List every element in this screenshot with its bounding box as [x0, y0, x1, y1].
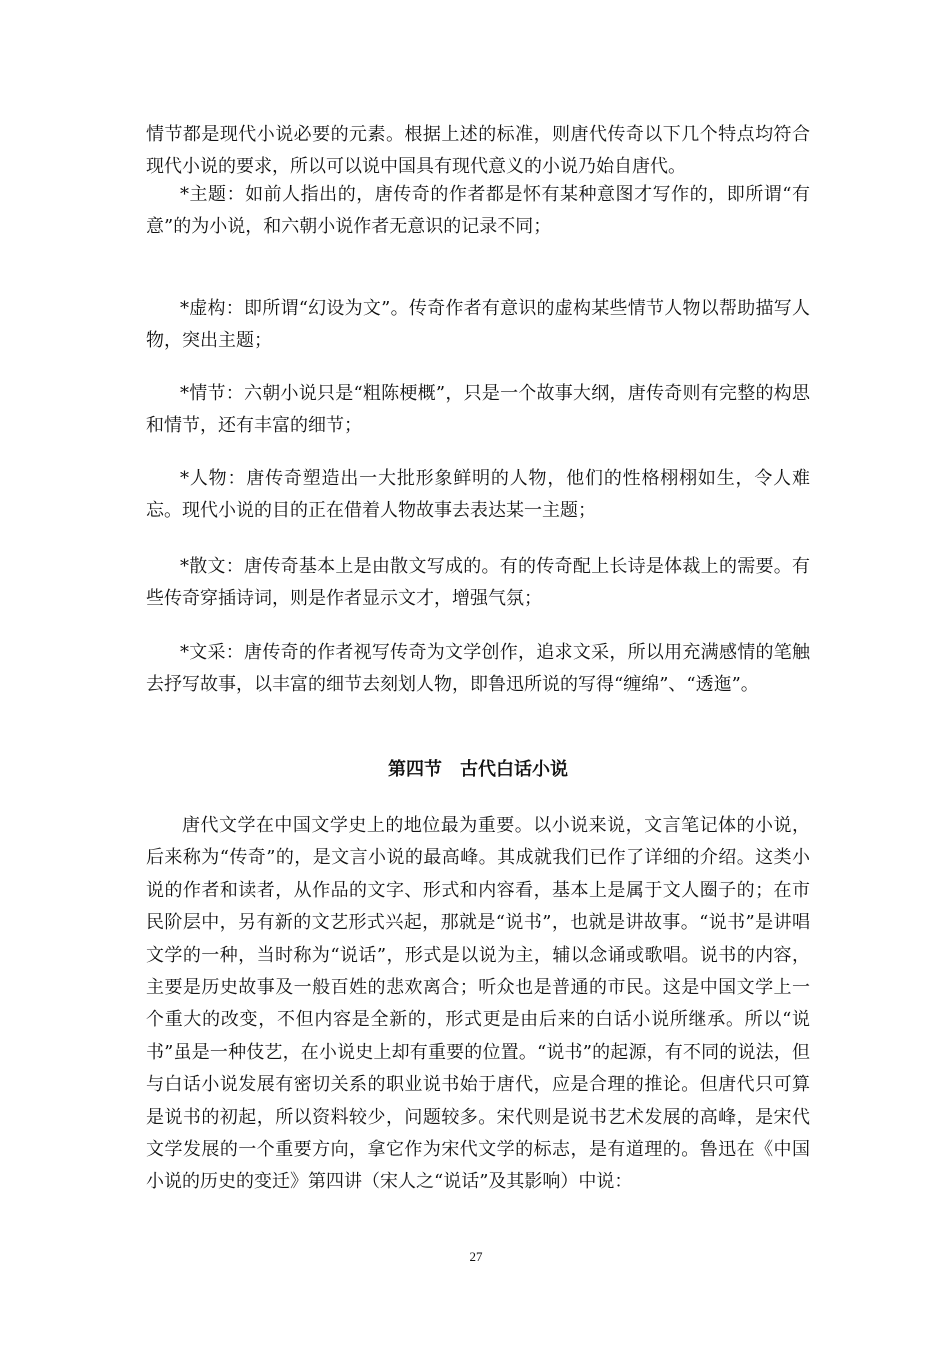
character-point-paragraph: *人物：唐传奇塑造出一大批形象鲜明的人物，他们的性格栩栩如生，令人难忘。现代小说的目的正在借着人物故事去表达某一主题； — [146, 468, 810, 521]
intro-paragraph: 情节都是现代小说必要的元素。根据上述的标准，则唐代传奇以下几个特点均符合现代小说的要求，所以可以说中国具有现代意义的小说乃始自唐代。 — [146, 124, 810, 177]
plot-point-paragraph: *情节：六朝小说只是“粗陈梗概”，只是一个故事大纲，唐传奇则有完整的构思和情节，还有丰富的细节； — [146, 383, 810, 436]
section-heading: 第四节 古代白话小说 — [388, 759, 568, 780]
fiction-point-paragraph: *虚构：即所谓“幻设为文”。传奇作者有意识的虚构某些情节人物以帮助描写人物，突出主题； — [146, 298, 810, 351]
prose-point-paragraph: *散文：唐传奇基本上是由散文写成的。有的传奇配上长诗是体裁上的需要。有些传奇穿插诗词，则是作者显示文才，增强气氛； — [146, 556, 810, 609]
style-point-paragraph: *文采：唐传奇的作者视写传奇为文学创作，追求文采，所以用充满感情的笔触去抒写故事，以丰富的细节去刻划人物，即鲁迅所说的写得“缠绵”、“透迤”。 — [146, 642, 810, 695]
page-number: 27 — [469, 1249, 483, 1264]
main-body-paragraph: 唐代文学在中国文学史上的地位最为重要。以小说来说，文言笔记体的小说，后来称为“传奇”的，是文言小说的最高峰。其成就我们已作了详细的介绍。这类小说的作者和读者，从作品的文字、形式和内容看，基本上是属于文人圈子的；在市民阶层中，另有新的文艺形式兴起，那就是“说书”，也就是讲故事。“说书”是讲唱文学的一种，当时称为“说话”，形式是以说为主，辅以念诵或歌唱。说书的内容，主要是历史故事及一般百姓的悲欢离合；听众也是普通的市民。这是中国文学上一个重大的改变，不但内容是全新的，形式更是由后来的白话小说所继承。所以“说书”虽是一种伎艺，在小说史上却有重要的位置。“说书”的起源，有不同的说法，但与白话小说发展有密切关系的职业说书始于唐代，应是合理的推论。但唐代只可算是说书的初起，所以资料较少，问题较多。宋代则是说书艺术发展的高峰，是宋代文学发展的一个重要方向，拿它作为宋代文学的标志，是有道理的。鲁迅在《中国小说的历史的变迁》第四讲（宋人之“说话”及其影响）中说： — [146, 815, 810, 1193]
theme-point-paragraph: *主题：如前人指出的，唐传奇的作者都是怀有某种意图才写作的，即所谓“有意”的为小说，和六朝小说作者无意识的记录不同； — [146, 184, 810, 237]
